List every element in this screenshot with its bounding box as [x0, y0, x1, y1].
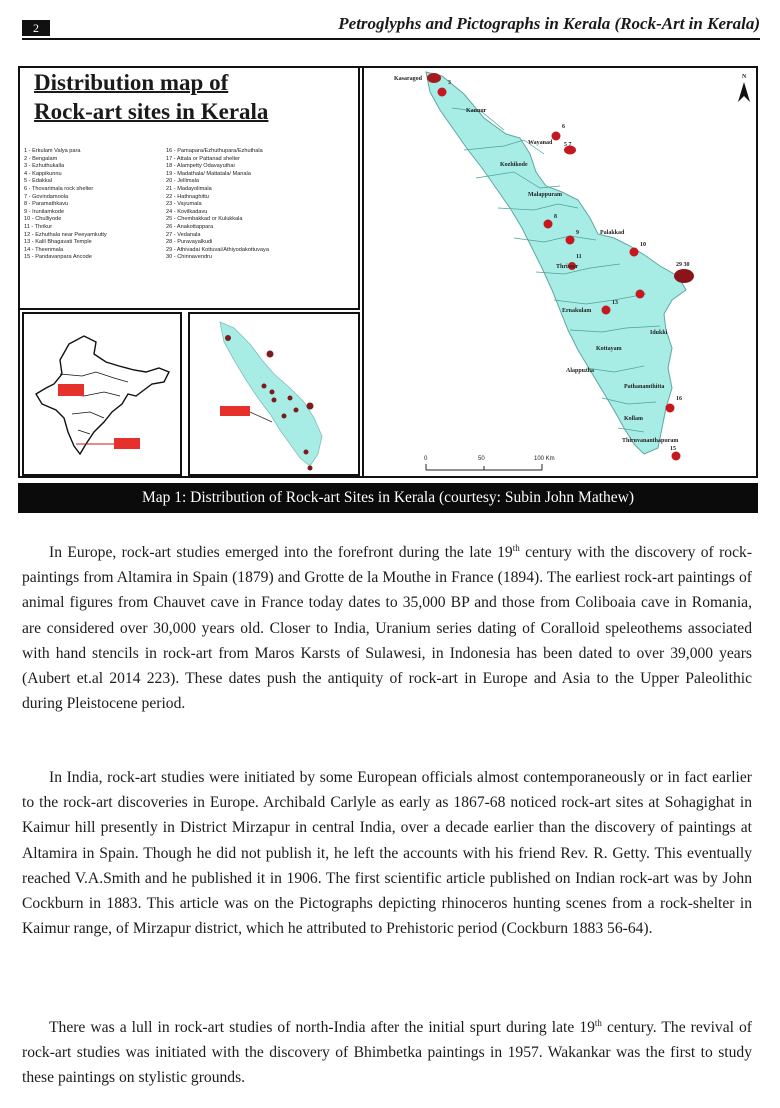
site-label: 13 — [612, 300, 618, 306]
superscript: th — [594, 1017, 602, 1028]
legend-item: 29 - Athivadai Kottuvai/Athiyodakottuvaya — [166, 246, 269, 253]
legend-item: 17 - Attala or Pattanad shelter — [166, 155, 241, 162]
legend-item: 26 - Anakottappara — [166, 223, 214, 230]
legend-item: 6 - Thovarimala rock shelter — [24, 185, 94, 192]
north-arrow-icon — [738, 74, 750, 102]
map-legend-panel — [20, 68, 360, 310]
paragraph-text: century with the discovery of rock-paintings from Altamira in Spain (1879) and Grotte de la Mouthe in France (1894). The earliest rock-art paintings of animal figures from Chauvet cave in France today dates to 35,000 BP and those from Coliboaia cave in Romania, are considered over 30,000 years old. Closer to India, Uranium series dating of Coralloid speleothems associated with hand stencils in rock-art from Maros Karsts of Sulawesi, in Indonesia has been dated to over 39,000 years (Aubert et.al 2014 223). These dates push the antiquity of rock-art in Europe and Asia to the Upper Paleolithic during Pleistocene period. — [22, 544, 753, 713]
legend-item: 21 - Madayolimala — [166, 185, 212, 192]
figure-title-line2: Rock-art sites in Kerala — [34, 99, 269, 124]
district-label: Thiruvananthapuram — [622, 438, 679, 444]
district-label: Malappuram — [528, 192, 563, 198]
site-label: 8 — [554, 214, 557, 220]
site-label: 16 — [676, 396, 682, 402]
paragraph-text: century. The revival of rock-art studies was initiated with the discovery of Bhimbetka paintings in 1957. Wakankar was the first to study these paintings on stylistic grounds. — [22, 1019, 753, 1087]
site-label: 10 — [640, 242, 646, 248]
svg-text:100 Km: 100 Km — [534, 456, 555, 462]
legend-item: 16 - Pamapara/Ezhuthupara/Ezhuthala — [166, 148, 263, 154]
svg-text:N: N — [742, 74, 747, 80]
india-outline-map — [24, 314, 180, 474]
paragraph-revival — [22, 1015, 752, 1091]
distribution-map-figure — [18, 66, 758, 478]
site-label: 5 7 — [564, 142, 572, 148]
district-label: Palakkad — [600, 230, 625, 236]
legend-item: 8 - Paramathkavu — [24, 201, 69, 208]
svg-text:50: 50 — [478, 456, 485, 462]
legend-item: 19 - Madathala/ Mattatala/ Manala — [166, 170, 251, 177]
legend-item: 9 - Irunilamkode — [24, 208, 65, 215]
legend-item: 3 - Ezhuthukalla — [24, 163, 65, 170]
paragraph-india — [22, 765, 752, 941]
district-label: Thrissur — [556, 264, 579, 270]
district-label: Kozhikode — [500, 162, 528, 168]
district-label: Kottayam — [596, 346, 622, 352]
kerala-main-map — [364, 68, 756, 474]
legend-item: 24 - Kovilkadavu — [166, 208, 208, 215]
district-label: Kollam — [624, 416, 643, 422]
running-head: Petroglyphs and Pictographs in Kerala (Rock-Art in Kerala) — [338, 14, 760, 33]
legend-item: 14 - Theenmala — [24, 246, 64, 253]
legend-item: 1 - Erkulam Valya para — [24, 148, 81, 154]
legend-column-2 — [166, 148, 356, 262]
legend-column-1 — [24, 148, 164, 262]
scale-bar — [424, 456, 555, 470]
site-label: 9 — [576, 230, 579, 236]
district-label: Ernakulam — [562, 308, 592, 314]
paragraph-text: In Europe, rock-art studies emerged into the forefront during the late 19 — [49, 544, 513, 561]
paragraph-text: In India, rock-art studies were initiated by some European officials almost contemporaneously or in fact earlier to the rock-art discoveries in Europe. Archibald Carlyle as early as 1867-68 noticed rock-art sites at Sohagighat in Kaimur hill presently in District Mirzapur in central India, over a decade earlier than the discovery of paintings at Altamira in Spain. Though he did not publish it, he left the accounts with his friend Rev. R. Getty. This eventually reached V.A.Smith and he published it in 1906. The first scientific article published on Indian rock-art was by John Cockburn in 1883. This article was on the Pictographs depicting rhinoceros hunting scenes from a rock-shelter in Kaimur range, of Mirzapur district, which he attributed to Prehistoric period (Cockburn 1883 56-64). — [22, 769, 752, 938]
site-label: 6 — [562, 124, 565, 130]
legend-item: 23 - Vayumala — [166, 201, 202, 208]
page-number: 2 — [22, 20, 50, 36]
paragraph-text: There was a lull in rock-art studies of north-India after the initial spurt during late 19 — [49, 1019, 595, 1036]
svg-text:0: 0 — [424, 456, 428, 462]
district-label: Wayanad — [528, 140, 553, 146]
site-label: 29 30 — [676, 262, 690, 268]
site-label: 3 — [448, 80, 451, 86]
legend-item: 5 - Edakkal — [24, 178, 52, 185]
legend-item: 7 - Govindamoola — [24, 193, 69, 200]
legend-item: 28 - Puravayalkudi — [166, 239, 213, 246]
kerala-inset-map — [188, 312, 360, 476]
kerala-district-map — [362, 68, 756, 476]
legend-item: 22 - Hathnaghittu — [166, 193, 209, 200]
figure-caption: Map 1: Distribution of Rock-art Sites in Kerala (courtesy: Subin John Mathew) — [18, 483, 758, 513]
figure-title — [34, 68, 268, 126]
superscript: th — [512, 542, 520, 553]
site-label: 11 — [576, 254, 582, 260]
legend-item: 13 - Kalil Bhagavati Temple — [24, 239, 92, 246]
district-label: Pathanamthitta — [624, 384, 665, 390]
legend-item: 4 - Kappikunnu — [24, 170, 62, 177]
legend-item: 27 - Vedanala — [166, 231, 201, 238]
legend-item: 25 - Chembakkad or Kulukkala — [166, 216, 243, 223]
district-label: Idukki — [650, 330, 668, 336]
legend-item: 12 - Ezhuthala near Peeyamkutty — [24, 231, 107, 238]
district-label: Kasaragod — [394, 76, 423, 82]
legend-item: 11 - Thrikur — [24, 223, 53, 230]
site-label: 15 — [670, 446, 676, 452]
page-header — [22, 12, 760, 40]
paragraph-europe — [22, 540, 752, 716]
kerala-small-map — [190, 314, 358, 474]
legend-item: 20 - Jellimala — [166, 178, 199, 185]
legend-item: 10 - Chulliyode — [24, 216, 62, 223]
india-inset-map — [22, 312, 182, 476]
legend-item: 15 - Pandavanpara Ancode — [24, 254, 92, 261]
district-label: Alappuzha — [566, 368, 595, 374]
legend-item: 30 - Chinnavendru — [166, 254, 213, 261]
legend-item: 2 - Bengalam — [24, 155, 58, 162]
figure-title-line1: Distribution map of — [34, 70, 229, 95]
district-label: Kannur — [466, 108, 487, 114]
legend-item: 18 - Alampetty Odavayuthai — [166, 163, 235, 170]
